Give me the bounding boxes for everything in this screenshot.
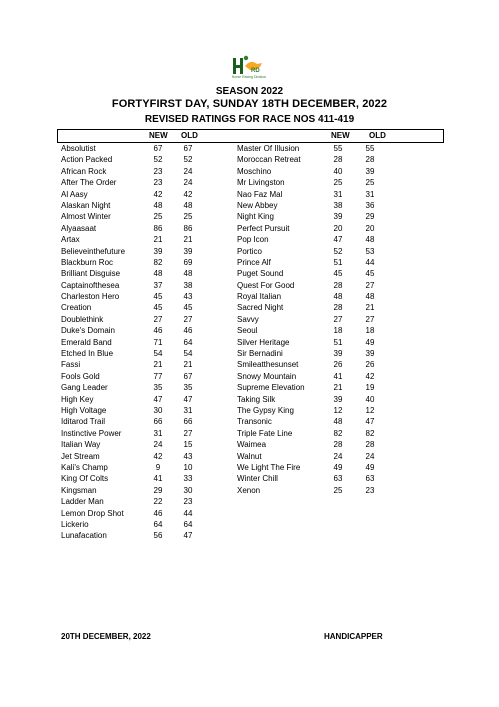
new-rating: 21	[333, 383, 343, 393]
horse-name: Puget Sound	[237, 269, 284, 279]
horse-name: Alaskan Night	[61, 200, 111, 210]
rating-row	[237, 439, 397, 450]
old-rating: 49	[365, 337, 375, 347]
old-rating: 47	[183, 531, 193, 541]
old-rating: 27	[183, 428, 193, 438]
horse-name: Jet Stream	[61, 451, 100, 461]
horse-racing-logo	[219, 54, 279, 84]
rating-row	[61, 416, 221, 427]
horse-name: Lunafacation	[61, 531, 107, 541]
rating-row	[237, 428, 397, 439]
old-rating: 15	[183, 440, 193, 450]
rating-row	[61, 519, 221, 530]
horse-name: After The Order	[61, 178, 117, 188]
horse-name: Captainofthesea	[61, 280, 120, 290]
new-rating: 28	[333, 280, 343, 290]
rating-row	[61, 291, 221, 302]
new-rating: 63	[333, 474, 343, 484]
old-rating: 26	[365, 360, 375, 370]
svg-text:RD: RD	[251, 68, 260, 74]
old-rating: 66	[183, 417, 193, 427]
rating-row	[237, 200, 397, 211]
rating-row	[237, 166, 397, 177]
horse-name: Taking Silk	[237, 394, 276, 404]
new-rating: 46	[153, 326, 163, 336]
horse-name: Winter Chill	[237, 474, 278, 484]
horse-name: Doublethink	[61, 314, 104, 324]
new-rating: 48	[153, 269, 163, 279]
old-rating: 47	[183, 394, 193, 404]
rating-row	[61, 223, 221, 234]
rating-row	[61, 485, 221, 496]
old-rating: 31	[183, 405, 193, 415]
new-rating: 21	[153, 360, 163, 370]
rating-row	[61, 382, 221, 393]
new-rating: 66	[153, 417, 163, 427]
rating-row	[61, 246, 221, 257]
old-rating: 30	[183, 485, 193, 495]
horse-name: Master Of Illusion	[237, 144, 300, 153]
old-rating: 42	[183, 189, 193, 199]
old-rating: 21	[365, 303, 375, 313]
new-rating: 41	[153, 474, 163, 484]
rating-row	[61, 348, 221, 359]
rating-row	[237, 359, 397, 370]
rating-row	[237, 382, 397, 393]
rating-row	[237, 302, 397, 313]
new-rating: 23	[153, 178, 163, 188]
rating-row	[237, 371, 397, 382]
new-rating: 42	[153, 189, 163, 199]
horse-name: The Gypsy King	[237, 405, 294, 415]
horse-name: New Abbey	[237, 200, 278, 210]
old-rating: 27	[365, 280, 375, 290]
rating-row	[61, 143, 221, 154]
horse-name: Ladder Man	[61, 497, 104, 507]
old-rating: 18	[365, 326, 375, 336]
horse-name: Night King	[237, 212, 274, 222]
old-rating: 64	[183, 337, 193, 347]
rating-row	[237, 189, 397, 200]
new-rating: 29	[153, 485, 163, 495]
new-rating: 39	[333, 349, 343, 359]
rating-row	[237, 473, 397, 484]
old-rating: 28	[365, 155, 375, 165]
old-rating: 12	[365, 405, 375, 415]
rating-row	[61, 268, 221, 279]
rating-row	[61, 496, 221, 507]
new-rating: 31	[333, 189, 343, 199]
old-rating: 48	[183, 200, 193, 210]
rating-row	[237, 177, 397, 188]
rating-row	[237, 223, 397, 234]
old-rating: 27	[365, 314, 375, 324]
new-rating: 51	[333, 337, 343, 347]
old-rating: 25	[365, 178, 375, 188]
rating-row	[237, 485, 397, 496]
new-rating: 21	[153, 235, 163, 245]
rating-row	[237, 405, 397, 416]
old-rating: 20	[365, 223, 375, 233]
horse-name: Walnut	[237, 451, 262, 461]
horse-name: Silver Heritage	[237, 337, 290, 347]
new-rating: 20	[333, 223, 343, 233]
rating-row	[61, 325, 221, 336]
horse-name: Action Packed	[61, 155, 113, 165]
new-rating: 48	[333, 417, 343, 427]
old-rating: 35	[183, 383, 193, 393]
horse-name: Sir Bernadini	[237, 349, 283, 359]
rating-row	[237, 314, 397, 325]
horse-name: Instinctive Power	[61, 428, 122, 438]
old-rating: 39	[183, 246, 193, 256]
rating-row	[237, 337, 397, 348]
horse-name: Quest For Good	[237, 280, 295, 290]
logo-caption: Horse Racing Division	[231, 75, 267, 79]
old-rating: 63	[365, 474, 375, 484]
new-rating: 28	[333, 303, 343, 313]
rating-row	[61, 200, 221, 211]
horse-name: Charleston Hero	[61, 292, 120, 302]
rating-row	[61, 166, 221, 177]
right-ratings-list	[237, 143, 397, 496]
old-rating: 44	[183, 508, 193, 518]
old-rating: 23	[183, 497, 193, 507]
old-rating: 64	[183, 519, 193, 529]
rating-row	[237, 268, 397, 279]
horse-name: Pop Icon	[237, 235, 269, 245]
horse-name: High Key	[61, 394, 94, 404]
rating-row	[61, 211, 221, 222]
rating-row	[237, 154, 397, 165]
horse-name: Transonic	[237, 417, 272, 427]
old-rating: 67	[183, 371, 193, 381]
new-rating: 77	[153, 371, 163, 381]
new-rating: 28	[333, 440, 343, 450]
rating-row	[237, 451, 397, 462]
horse-name: Emerald Band	[61, 337, 112, 347]
horse-name: Moschino	[237, 166, 272, 176]
old-rating: 23	[365, 485, 375, 495]
right-old-header: OLD	[369, 131, 386, 140]
horse-name: Almost Winter	[61, 212, 111, 222]
new-rating: 18	[333, 326, 343, 336]
rating-row	[61, 359, 221, 370]
new-rating: 47	[153, 394, 163, 404]
new-rating: 52	[333, 246, 343, 256]
new-rating: 54	[153, 349, 163, 359]
horse-name: Triple Fate Line	[237, 428, 293, 438]
old-rating: 38	[183, 280, 193, 290]
rating-row	[61, 530, 221, 541]
horse-name: Nao Faz Mal	[237, 189, 283, 199]
horse-name: Lickerio	[61, 519, 89, 529]
horse-name: Supreme Elevation	[237, 383, 305, 393]
horse-name: Absolutist	[61, 144, 96, 153]
rating-row	[61, 462, 221, 473]
old-rating: 45	[365, 269, 375, 279]
rating-row	[61, 234, 221, 245]
horse-name: Lemon Drop Shot	[61, 508, 124, 518]
rating-row	[237, 416, 397, 427]
old-rating: 39	[365, 166, 375, 176]
rating-row	[237, 257, 397, 268]
horse-name: Xenon	[237, 485, 261, 495]
old-rating: 46	[183, 326, 193, 336]
rating-row	[61, 451, 221, 462]
new-rating: 25	[333, 485, 343, 495]
old-rating: 28	[365, 440, 375, 450]
old-rating: 53	[365, 246, 375, 256]
new-rating: 40	[333, 166, 343, 176]
old-rating: 45	[183, 303, 193, 313]
rating-row	[237, 291, 397, 302]
ratings-subtitle: REVISED RATINGS FOR RACE NOS 411-419	[144, 114, 355, 125]
old-rating: 40	[365, 394, 375, 404]
old-rating: 25	[183, 212, 193, 222]
horse-name: Seoul	[237, 326, 258, 336]
new-rating: 28	[333, 155, 343, 165]
rating-row	[61, 337, 221, 348]
rating-row	[237, 280, 397, 291]
new-rating: 49	[333, 462, 343, 472]
horse-name: Blackburn Roc	[61, 257, 114, 267]
old-rating: 21	[183, 360, 193, 370]
old-rating: 43	[183, 451, 193, 461]
new-rating: 12	[333, 405, 343, 415]
new-rating: 27	[333, 314, 343, 324]
new-rating: 45	[153, 303, 163, 313]
rating-row	[61, 302, 221, 313]
new-rating: 22	[153, 497, 163, 507]
new-rating: 41	[333, 371, 343, 381]
rating-row	[237, 246, 397, 257]
horse-name: Kali's Champ	[61, 462, 108, 472]
new-rating: 24	[153, 440, 163, 450]
old-rating: 48	[365, 292, 375, 302]
new-rating: 42	[153, 451, 163, 461]
new-rating: 9	[155, 462, 161, 472]
new-rating: 27	[153, 314, 163, 324]
old-rating: 24	[365, 451, 375, 461]
rating-row	[61, 405, 221, 416]
old-rating: 24	[183, 178, 193, 188]
new-rating: 48	[153, 200, 163, 210]
horse-name: Creation	[61, 303, 92, 313]
footer-date: 20TH DECEMBER, 2022	[61, 632, 151, 641]
rating-row	[61, 428, 221, 439]
horse-name: Italian Way	[61, 440, 101, 450]
old-rating: 86	[183, 223, 193, 233]
horse-name: Smileatthesunset	[237, 360, 299, 370]
old-rating: 48	[183, 269, 193, 279]
new-rating: 31	[153, 428, 163, 438]
old-rating: 24	[183, 166, 193, 176]
footer-signature: HANDICAPPER	[324, 632, 383, 641]
horse-name: Fools Gold	[61, 371, 100, 381]
horse-name: Snowy Mountain	[237, 371, 297, 381]
horse-name: Moroccan Retreat	[237, 155, 301, 165]
horse-name: King Of Colts	[61, 474, 109, 484]
rating-row	[61, 473, 221, 484]
rating-row	[237, 325, 397, 336]
old-rating: 52	[183, 155, 193, 165]
horse-name: High Voltage	[61, 405, 107, 415]
horse-name: Gang Leader	[61, 383, 108, 393]
new-rating: 45	[153, 292, 163, 302]
old-rating: 39	[365, 349, 375, 359]
horse-name: Duke's Domain	[61, 326, 115, 336]
new-rating: 71	[153, 337, 163, 347]
horse-name: African Rock	[61, 166, 107, 176]
old-rating: 21	[183, 235, 193, 245]
rating-row	[61, 371, 221, 382]
horse-name: Believeinthefuture	[61, 246, 126, 256]
new-rating: 51	[333, 257, 343, 267]
new-rating: 55	[333, 144, 343, 153]
old-rating: 82	[365, 428, 375, 438]
old-rating: 19	[365, 383, 375, 393]
old-rating: 54	[183, 349, 193, 359]
new-rating: 39	[333, 212, 343, 222]
horse-name: Portico	[237, 246, 262, 256]
new-rating: 52	[153, 155, 163, 165]
new-rating: 82	[153, 257, 163, 267]
rating-row	[61, 394, 221, 405]
right-new-header: NEW	[331, 131, 350, 140]
new-rating: 48	[333, 292, 343, 302]
new-rating: 47	[333, 235, 343, 245]
old-rating: 47	[365, 417, 375, 427]
horse-name: Prince Alf	[237, 257, 271, 267]
new-rating: 26	[333, 360, 343, 370]
old-rating: 33	[183, 474, 193, 484]
rating-row	[237, 462, 397, 473]
new-rating: 38	[333, 200, 343, 210]
new-rating: 35	[153, 383, 163, 393]
rating-row	[61, 280, 221, 291]
horse-name: Sacred Night	[237, 303, 284, 313]
rating-row	[237, 394, 397, 405]
new-rating: 39	[153, 246, 163, 256]
horse-name: Iditarod Trail	[61, 417, 106, 427]
horse-name: Artax	[61, 235, 80, 245]
race-day-title: FORTYFIRST DAY, SUNDAY 18TH DECEMBER, 2022	[111, 98, 388, 110]
new-rating: 37	[153, 280, 163, 290]
new-rating: 25	[153, 212, 163, 222]
new-rating: 25	[333, 178, 343, 188]
rating-row	[61, 177, 221, 188]
rating-row	[61, 154, 221, 165]
horse-name: Royal Italian	[237, 292, 282, 302]
new-rating: 45	[333, 269, 343, 279]
new-rating: 86	[153, 223, 163, 233]
old-rating: 67	[183, 144, 193, 153]
horse-name: Al Aasy	[61, 189, 88, 199]
horse-name: Etched In Blue	[61, 349, 114, 359]
new-rating: 64	[153, 519, 163, 529]
old-rating: 49	[365, 462, 375, 472]
rating-row	[61, 439, 221, 450]
rating-row	[237, 143, 397, 154]
new-rating: 23	[153, 166, 163, 176]
old-rating: 48	[365, 235, 375, 245]
old-rating: 29	[365, 212, 375, 222]
rating-row	[237, 211, 397, 222]
new-rating: 67	[153, 144, 163, 153]
horse-name: Waimea	[237, 440, 267, 450]
new-rating: 82	[333, 428, 343, 438]
left-ratings-list	[61, 143, 221, 542]
rating-row	[61, 257, 221, 268]
new-rating: 24	[333, 451, 343, 461]
new-rating: 46	[153, 508, 163, 518]
rating-row	[237, 234, 397, 245]
new-rating: 56	[153, 531, 163, 541]
old-rating: 44	[365, 257, 375, 267]
old-rating: 42	[365, 371, 375, 381]
season-title: SEASON 2022	[215, 86, 284, 97]
horse-name: Brilliant Disguise	[61, 269, 121, 279]
rating-row	[61, 314, 221, 325]
old-rating: 43	[183, 292, 193, 302]
horse-name: Savvy	[237, 314, 259, 324]
horse-name: Mr Livingston	[237, 178, 285, 188]
left-new-header: NEW	[149, 131, 168, 140]
horse-name: Alyaasaat	[61, 223, 97, 233]
old-rating: 31	[365, 189, 375, 199]
horse-name: Perfect Pursuit	[237, 223, 290, 233]
new-rating: 30	[153, 405, 163, 415]
rating-row	[61, 189, 221, 200]
horse-name: We Light The Fire	[237, 462, 301, 472]
old-rating: 69	[183, 257, 193, 267]
new-rating: 39	[333, 394, 343, 404]
rating-row	[61, 508, 221, 519]
left-old-header: OLD	[181, 131, 198, 140]
old-rating: 27	[183, 314, 193, 324]
horse-name: Fassi	[61, 360, 81, 370]
old-rating: 55	[365, 144, 375, 153]
horse-name: Kingsman	[61, 485, 97, 495]
old-rating: 36	[365, 200, 375, 210]
old-rating: 10	[183, 462, 193, 472]
rating-row	[237, 348, 397, 359]
